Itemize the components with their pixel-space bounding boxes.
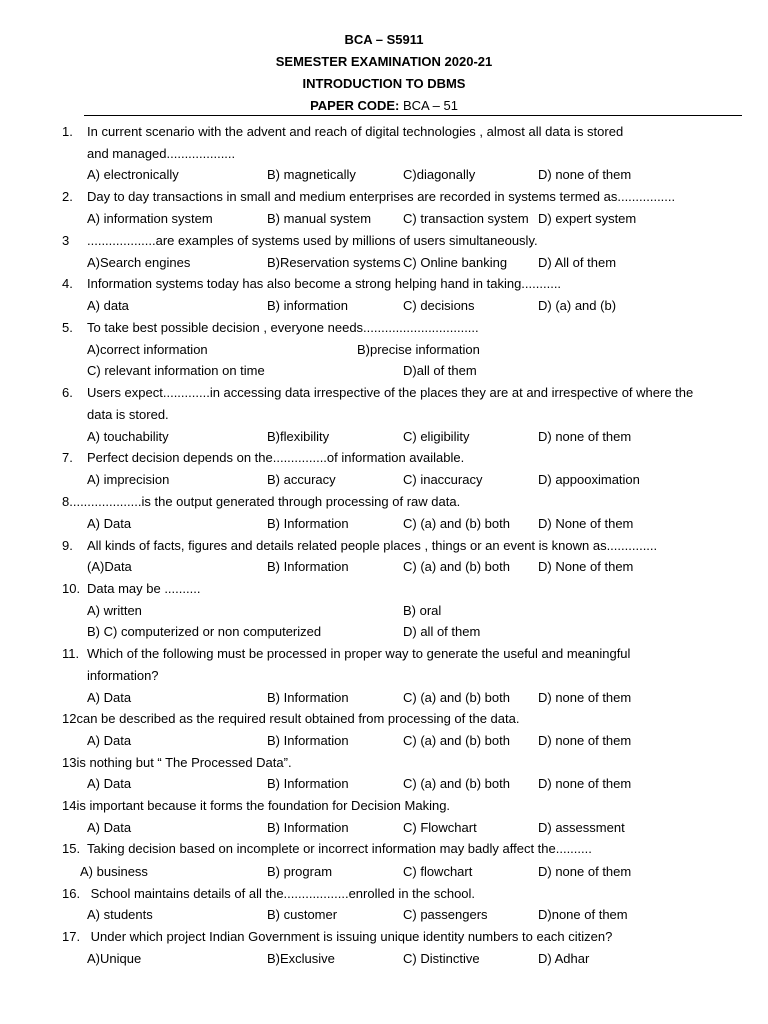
question-17: 17. Under which project Indian Government is issuing unique identity numbers to each citizen? (62, 929, 613, 944)
q11-option-c: C) (a) and (b) both (403, 690, 510, 705)
q12-option-d: D) none of them (538, 733, 632, 748)
q11-option-a: A) Data (87, 690, 132, 705)
q6-option-a: A) touchability (87, 429, 169, 444)
q9-option-c: C) (a) and (b) both (403, 559, 510, 574)
q7-option-c: C) inaccuracy (403, 472, 483, 487)
q13-option-b: B) Information (267, 776, 349, 791)
question-12: 12can be described as the required result obtained from processing of the data. (62, 711, 520, 726)
q2-option-c: C) transaction system (403, 211, 529, 226)
question-4: 4. Information systems today has also become a strong helping hand in taking........... (62, 276, 562, 291)
question-2: 2. Day to day transactions in small and medium enterprises are recorded in systems termed as................ (62, 189, 676, 204)
paper-code-label: PAPER CODE: (310, 98, 400, 113)
q1-option-b: B) magnetically (267, 167, 356, 182)
q3-option-d: D) All of them (538, 255, 617, 270)
q3-option-c: C) Online banking (403, 255, 508, 270)
q14-option-b: B) Information (267, 820, 349, 835)
paper-code-value: BCA – 51 (399, 98, 458, 113)
q15-option-c: C) flowchart (403, 864, 473, 879)
q4-option-c: C) decisions (403, 298, 475, 313)
question-11-cont: information? (87, 668, 159, 683)
q4-option-a: A) data (87, 298, 129, 313)
q5-option-c: C) relevant information on time (87, 363, 265, 378)
question-1: 1. In current scenario with the advent and reach of digital technologies , almost all data is stored (62, 124, 624, 139)
q2-option-d: D) expert system (538, 211, 637, 226)
question-7: 7. Perfect decision depends on the...............of information available. (62, 450, 465, 465)
q8-option-d: D) None of them (538, 516, 634, 531)
q6-option-c: C) eligibility (403, 429, 470, 444)
course-code: BCA – S5911 (344, 32, 424, 47)
question-3: 3 ...................are examples of systems used by millions of users simultaneously. (62, 233, 538, 248)
paper-code (0, 98, 768, 113)
q5-option-b: B)precise information (357, 342, 480, 357)
q15-option-d: D) none of them (538, 864, 632, 879)
question-6-cont: data is stored. (87, 407, 169, 422)
exam-title: SEMESTER EXAMINATION 2020-21 (275, 54, 493, 69)
q7-option-d: D) appooximation (538, 472, 640, 487)
question-9: 9. All kinds of facts, figures and details related people places , things or an event is known as.............. (62, 538, 658, 553)
q14-option-d: D) assessment (538, 820, 625, 835)
q15-option-b: B) program (267, 864, 333, 879)
q17-option-b: B)Exclusive (267, 951, 335, 966)
q4-option-d: D) (a) and (b) (538, 298, 617, 313)
q1-option-c: C)diagonally (403, 167, 476, 182)
q15-option-a: A) business (80, 864, 148, 879)
q14-option-a: A) Data (87, 820, 132, 835)
header-divider (84, 115, 742, 116)
question-8: 8....................is the output generated through processing of raw data. (62, 494, 461, 509)
subject-title: INTRODUCTION TO DBMS (302, 76, 466, 91)
question-5: 5. To take best possible decision , everyone needs................................ (62, 320, 479, 335)
q5-option-a: A)correct information (87, 342, 208, 357)
q4-option-b: B) information (267, 298, 348, 313)
q10-option-b: B) oral (403, 603, 442, 618)
q12-option-c: C) (a) and (b) both (403, 733, 510, 748)
q2-option-b: B) manual system (267, 211, 372, 226)
question-11: 11. Which of the following must be processed in proper way to generate the useful and meaningful (62, 646, 631, 661)
q6-option-b: B)flexibility (267, 429, 330, 444)
q16-option-b: B) customer (267, 907, 338, 922)
q8-option-b: B) Information (267, 516, 349, 531)
q17-option-a: A)Unique (87, 951, 142, 966)
q11-option-d: D) none of them (538, 690, 632, 705)
q7-option-a: A) imprecision (87, 472, 170, 487)
q2-option-a: A) information system (87, 211, 213, 226)
q8-option-c: C) (a) and (b) both (403, 516, 510, 531)
q9-option-b: B) Information (267, 559, 349, 574)
q9-option-a: (A)Data (87, 559, 132, 574)
q7-option-b: B) accuracy (267, 472, 336, 487)
q13-option-d: D) none of them (538, 776, 632, 791)
q10-option-c: B) C) computerized or non computerized (87, 624, 322, 639)
q17-option-d: D) Adhar (538, 951, 590, 966)
q3-option-a: A)Search engines (87, 255, 191, 270)
q3-option-b: B)Reservation systems (267, 255, 401, 270)
q9-option-d: D) None of them (538, 559, 634, 574)
q13-option-c: C) (a) and (b) both (403, 776, 510, 791)
q8-option-a: A) Data (87, 516, 132, 531)
q16-option-d: D)none of them (538, 907, 628, 922)
q6-option-d: D) none of them (538, 429, 632, 444)
q11-option-b: B) Information (267, 690, 349, 705)
q10-option-a: A) written (87, 603, 142, 618)
question-10: 10. Data may be .......... (62, 581, 201, 596)
q17-option-c: C) Distinctive (403, 951, 480, 966)
q1-option-a: A) electronically (87, 167, 179, 182)
question-14: 14is important because it forms the foundation for Decision Making. (62, 798, 451, 813)
question-16: 16. School maintains details of all the..................enrolled in the school. (62, 886, 476, 901)
q1-option-d: D) none of them (538, 167, 632, 182)
question-13: 13is nothing but “ The Processed Data”. (62, 755, 292, 770)
question-15: 15. Taking decision based on incomplete or incorrect information may badly affect the.......... (62, 841, 592, 856)
q10-option-d: D) all of them (403, 624, 481, 639)
q16-option-a: A) students (87, 907, 153, 922)
q12-option-a: A) Data (87, 733, 132, 748)
q14-option-c: C) Flowchart (403, 820, 477, 835)
question-1-cont: and managed................... (87, 146, 236, 161)
q16-option-c: C) passengers (403, 907, 488, 922)
q5-option-d: D)all of them (403, 363, 477, 378)
q13-option-a: A) Data (87, 776, 132, 791)
question-6: 6. Users expect.............in accessing data irrespective of the places they are at and irrespective of where the (62, 385, 694, 400)
q12-option-b: B) Information (267, 733, 349, 748)
